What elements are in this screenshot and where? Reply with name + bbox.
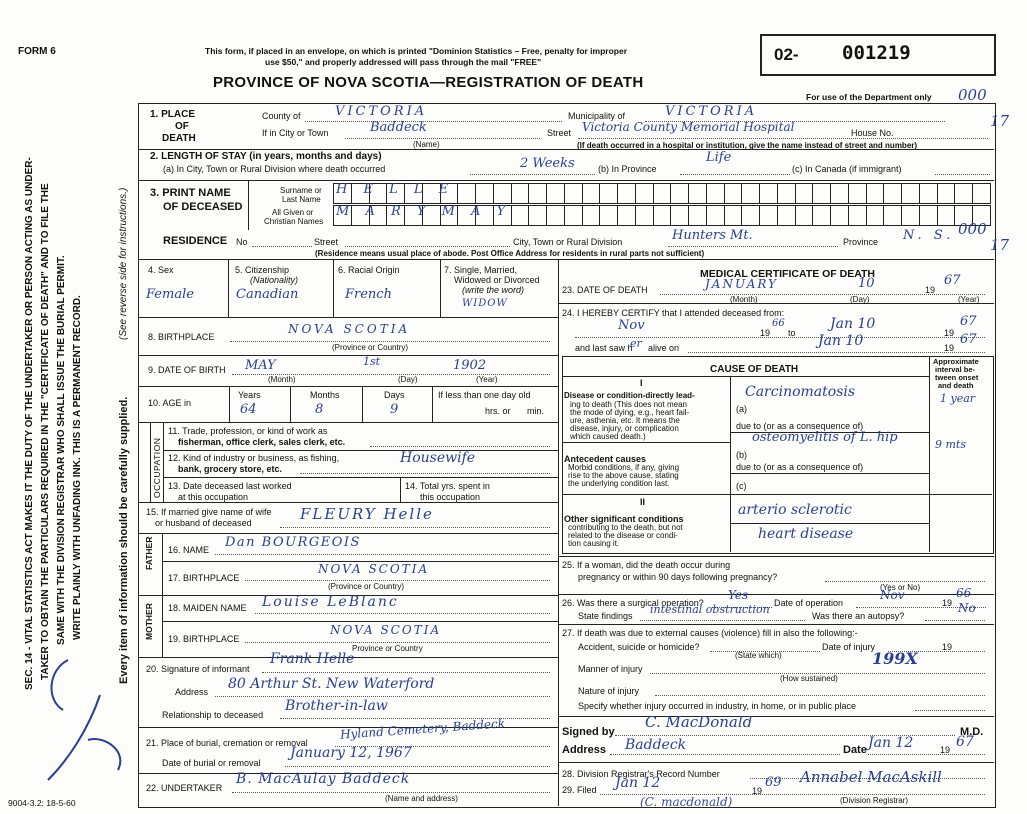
cert-address-value: Baddeck <box>625 737 687 753</box>
every-item-note: Every item of information should be carefully supplied. <box>118 396 130 684</box>
undertaker-label: 22. UNDERTAKER <box>146 783 223 793</box>
medical-title: MEDICAL CERTIFICATE OF DEATH <box>700 268 875 280</box>
filed-year-value: 69 <box>765 775 782 790</box>
see-reverse-note: (See reverse side for instructions.) <box>118 187 129 340</box>
occupation-side-label: OCCUPATION <box>152 437 162 498</box>
death-day-caption: (Day) <box>850 295 870 304</box>
given-label-2: Christian Names <box>264 217 324 226</box>
dob-month: MAY <box>245 358 276 373</box>
cause-b-label: (b) <box>736 450 747 460</box>
antecedent-line-3: rise to the above cause, stating <box>568 471 679 480</box>
last-saw-label: and last saw h <box>575 343 633 353</box>
record-number-label: 28. Division Registrar's Record Number <box>562 769 720 779</box>
residence-province-value: N. S. <box>903 228 955 243</box>
disease-line-5: disease, injury, or complication <box>570 424 679 433</box>
mother-birthplace-caption: Province or Country <box>352 644 423 653</box>
cert-address-label: Address <box>562 744 607 756</box>
registrar-caption: (Division Registrar) <box>840 796 909 805</box>
city-name-caption: (Name) <box>413 140 440 149</box>
q25-caption: (Yes or No) <box>880 583 921 592</box>
form-title: PROVINCE OF NOVA SCOTIA—REGISTRATION OF DEATH <box>213 74 644 91</box>
op-year-prefix: 19 <box>942 598 953 608</box>
q13-line-1: 13. Date deceased last worked <box>168 481 292 491</box>
other-a-value: arterio sclerotic <box>738 502 852 518</box>
citizenship-value: Canadian <box>236 287 299 302</box>
stay-a-label: (a) In City, Town or Rural Division where death occurred <box>163 164 386 174</box>
spouse-label-2: or husband of deceased <box>155 518 252 528</box>
roman-ii: II <box>640 497 646 507</box>
cause-c-label: (c) <box>736 481 747 491</box>
from-year-prefix: 19 <box>760 328 771 338</box>
mother-name-value: Louise LeBlanc <box>262 594 399 610</box>
department-use-label: For use of the Department only <box>806 92 932 102</box>
q26-label: 26. Was there a surgical operation? <box>562 598 704 608</box>
accident-label: Accident, suicide or homicide? <box>578 642 700 652</box>
mother-birthplace-label: 19. BIRTHPLACE <box>168 634 240 644</box>
q26-value: Yes <box>728 588 749 602</box>
registration-prefix: 02- <box>774 45 799 64</box>
informant-rel-label: Relationship to deceased <box>162 710 264 720</box>
signed-by-value: C. MacDonald <box>645 713 753 731</box>
q11-line-2: fisherman, office clerk, sales clerk, etc. <box>178 437 346 447</box>
given-label-1: All Given or <box>272 208 314 217</box>
manner-code: 199X <box>872 649 918 668</box>
q12-line-2: bank, grocery store, etc. <box>178 464 283 474</box>
q13-line-2: at this occupation <box>178 492 249 502</box>
cert-year-value: 67 <box>956 734 974 750</box>
father-birthplace-label: 17. BIRTHPLACE <box>168 573 240 583</box>
place-label-3: DEATH <box>162 133 196 144</box>
last-saw-date: Jan 10 <box>818 333 864 349</box>
registration-number-box <box>760 34 996 76</box>
q12-value: Housewife <box>400 450 476 466</box>
surname-value: H E L L E <box>336 182 455 197</box>
last-saw-pronoun: er <box>630 337 642 350</box>
residence-note: (Residence means usual place of abode. Post Office Address for residents in rural parts not sufficient) <box>315 249 705 258</box>
residence-code-2: 17 <box>990 236 1010 254</box>
margin-scribble <box>28 640 148 800</box>
mail-notice-1: This form, if placed in an envelope, on which is printed "Dominion Statistics – Free, penalty for improper <box>205 46 628 56</box>
residence-province-label: Province <box>843 237 879 247</box>
dob-day-caption: (Day) <box>398 375 418 384</box>
op-year-value: 66 <box>956 586 972 600</box>
informant-sig-label: 20. Signature of informant <box>146 664 250 674</box>
given-value: M A R Y M A Y <box>336 204 512 219</box>
antecedent-line-2: Morbid conditions, if any, giving <box>568 463 680 472</box>
to-label: to <box>788 328 796 338</box>
injury-date-label: Date of injury <box>822 642 876 652</box>
attended-from-month: Nov <box>618 318 645 333</box>
signed-by-label: Signed by <box>562 726 615 738</box>
stay-b-label: (b) In Province <box>598 164 657 174</box>
q12-line-1: 12. Kind of industry or business, as fishing, <box>168 453 340 463</box>
registrar-signature: Annabel MacAskill <box>800 768 942 786</box>
autopsy-value: No <box>958 601 976 615</box>
age-label: 10. AGE in <box>148 398 192 408</box>
cause-title: CAUSE OF DEATH <box>710 364 799 375</box>
municipality-label: Municipality of <box>568 111 626 121</box>
residence-street-label: Street <box>314 237 339 247</box>
years-value: 64 <box>240 402 257 417</box>
place-label-2: OF <box>175 121 189 132</box>
alive-on-label: alive on <box>648 343 680 353</box>
street-value: Victoria County Memorial Hospital <box>582 120 795 134</box>
q11-line-1: 11. Trade, profession, or kind of work as <box>168 426 328 436</box>
filed-value: Jan 12 <box>615 775 661 791</box>
county-label: County of <box>262 111 301 121</box>
sex-value: Female <box>146 287 194 302</box>
hospital-note: (If death occurred in a hospital or institution, give the name instead of street and number) <box>577 141 918 150</box>
registration-number: 001219 <box>842 42 911 64</box>
dob-year: 1902 <box>453 358 487 373</box>
dob-month-caption: (Month) <box>268 375 296 384</box>
findings-label: State findings <box>578 611 633 621</box>
filed-year-prefix: 19 <box>752 786 763 796</box>
undertaker-value: B. MacAulay Baddeck <box>236 771 411 787</box>
specify-label: Specify whether injury occurred in industry, in home, or in public place <box>578 701 856 711</box>
death-year-prefix: 19 <box>925 285 936 295</box>
last-year-prefix: 19 <box>944 343 955 353</box>
dob-year-caption: (Year) <box>476 375 498 384</box>
footer-code: 9004-3.2: 18-5-60 <box>8 798 76 808</box>
residence-code-1: 000 <box>958 220 987 238</box>
citizenship-label: 5. Citizenship <box>235 265 290 275</box>
months-label: Months <box>310 390 340 400</box>
other-line-2: contributing to the death, but not <box>568 523 683 532</box>
county-value: VICTORIA <box>335 104 428 119</box>
spouse-value: FLEURY Helle <box>300 505 434 523</box>
marital-label-1: 7. Single, Married, <box>444 265 518 275</box>
informant-sig-value: Frank Helle <box>270 651 355 667</box>
injury-year-prefix: 19 <box>942 642 953 652</box>
approx-1: Approximate <box>933 357 979 366</box>
q14-line-1: 14. Total yrs. spent in <box>405 481 490 491</box>
to-year-prefix: 19 <box>944 328 955 338</box>
hrs-label: hrs. or <box>485 406 511 416</box>
mother-birthplace-value: NOVA SCOTIA <box>330 623 442 637</box>
state-which-caption: (State which) <box>735 651 782 660</box>
cert-date-value: Jan 12 <box>868 735 914 751</box>
q27-label: 27. If death was due to external causes (violence) fill in also the following:- <box>562 628 858 638</box>
mother-side-label: MOTHER <box>144 603 154 640</box>
days-value: 9 <box>390 402 399 417</box>
mother-name-label: 18. MAIDEN NAME <box>168 603 247 613</box>
residence-label: RESIDENCE <box>163 235 228 247</box>
sex-label: 4. Sex <box>148 265 174 275</box>
informant-address-value: 80 Arthur St. New Waterford <box>228 676 435 692</box>
name-label-2: OF DECEASED <box>163 201 243 213</box>
mail-notice-2: use $50," and properly addressed will pass through the mail "FREE" <box>265 57 542 67</box>
other-line-3: related to the disease or condi- <box>568 531 678 540</box>
md-label: M.D. <box>960 726 984 738</box>
statute-line-4: WRITE PLAINLY WITH UNFADING INK. THIS IS A PERMANENT RECORD. <box>72 295 83 640</box>
statute-line-1: SEC. 14 - VITAL STATISTICS ACT MAKES IT THE DUTY OF THE UNDERTAKER OR PERSON ACTING AS UNDER- <box>24 157 35 690</box>
q14-line-2: this occupation <box>420 492 481 502</box>
stay-label: 2. LENGTH OF STAY (in years, months and days) <box>150 151 382 162</box>
months-value: 8 <box>315 402 324 417</box>
due-to-1: due to (or as a consequence of) <box>736 421 864 431</box>
cert-year-prefix: 19 <box>940 745 951 755</box>
interval-a-value: 1 year <box>940 392 976 405</box>
informant-rel-value: Brother-in-law <box>285 698 388 714</box>
certify-label: 24. I HEREBY CERTIFY that I attended deceased from: <box>562 308 785 318</box>
house-label: House No. <box>851 128 894 138</box>
marital-label-2: Widowed or Divorced <box>454 275 540 285</box>
spouse-label-1: 15. If married give name of wife <box>146 507 272 517</box>
approx-2: interval be- <box>935 365 976 374</box>
residence-city-value: Hunters Mt. <box>672 228 753 243</box>
surname-label-1: Surname or <box>280 186 322 195</box>
stay-b-value: Life <box>706 150 732 165</box>
place-label-1: 1. PLACE <box>150 109 196 120</box>
findings-value: intestinal obstruction <box>650 603 770 616</box>
father-name-label: 16. NAME <box>168 545 210 555</box>
death-day: 10 <box>858 276 875 291</box>
years-label: Years <box>238 390 261 400</box>
cause-a-label: (a) <box>736 404 747 414</box>
residence-no-label: No <box>236 237 248 247</box>
marital-value: WIDOW <box>462 298 508 309</box>
marital-label-3: (write the word) <box>462 285 525 295</box>
burial-place-value: Hyland Cemetery, Baddeck <box>339 716 506 742</box>
department-code-1: 000 <box>958 86 987 104</box>
min-label: min. <box>527 406 545 416</box>
racial-value: French <box>345 287 392 302</box>
stay-c-label: (c) In Canada (if immigrant) <box>792 164 902 174</box>
statute-line-2: TAKER TO OBTAIN THE PARTICULARS REQUIRED IN THE "CERTIFICATE OF DEATH" AND TO FILE THE <box>40 183 51 680</box>
disease-line-6: which caused death.) <box>570 432 646 441</box>
burial-date-label: Date of burial or removal <box>162 758 261 768</box>
birthplace-label: 8. BIRTHPLACE <box>148 332 215 342</box>
department-code-2: 17 <box>990 112 1010 130</box>
disease-line-4: ure, asthenia, etc. It means the <box>570 416 680 425</box>
dob-day: 1st <box>363 355 381 368</box>
disease-line-3: the mode of dying, e.g., heart fail- <box>570 408 690 417</box>
other-line-4: tion causing it. <box>568 539 620 548</box>
death-month-caption: (Month) <box>730 295 758 304</box>
statute-line-3: SAME WITH THE DIVISION REGISTRAR WHO SHALL ISSUE THE BURIAL PERMIT. <box>56 255 67 645</box>
cert-date-label: Date <box>843 744 867 756</box>
dob-label: 9. DATE OF BIRTH <box>148 365 226 375</box>
autopsy-label: Was there an autopsy? <box>812 611 905 621</box>
racial-label: 6. Racial Origin <box>338 265 400 275</box>
father-name-value: Dan BOURGEOIS <box>225 535 361 550</box>
other-line-1: Other significant conditions <box>564 514 684 524</box>
street-label: Street <box>547 128 572 138</box>
last-saw-year: 67 <box>960 332 977 347</box>
burial-place-label: 21. Place of burial, cremation or removal <box>146 738 308 748</box>
manner-label: Manner of injury <box>578 664 643 674</box>
attended-to-year: 67 <box>960 314 977 329</box>
father-birthplace-caption: (Province or Country) <box>328 582 405 591</box>
cause-a-value: Carcinomatosis <box>745 384 856 400</box>
undertaker-caption: (Name and address) <box>385 794 458 803</box>
residence-city-label: City, Town or Rural Division <box>513 237 623 247</box>
interval-b-value: 9 mts <box>935 438 966 451</box>
death-date-label: 23. DATE OF DEATH <box>562 285 648 295</box>
q25-line-2: pregnancy or within 90 days following pregnancy? <box>578 572 778 582</box>
disease-line-2: ing to death (This does not mean <box>570 400 687 409</box>
other-b-value: heart disease <box>758 526 854 542</box>
disease-line-1: Disease or condition-directly lead- <box>564 391 695 400</box>
approx-4: and death <box>938 381 974 390</box>
how-caption: (How sustained) <box>780 674 838 683</box>
attended-from-year: 66 <box>772 318 785 329</box>
less-day-label: If less than one day old <box>438 390 531 400</box>
father-birthplace-value: NOVA SCOTIA <box>318 562 430 576</box>
death-month: JANUARY <box>705 277 778 291</box>
form-number: FORM 6 <box>18 46 56 57</box>
antecedent-line-1: Antecedent causes <box>564 454 647 464</box>
informant-address-label: Address <box>175 687 209 697</box>
doctor-note: (C. macdonald) <box>640 795 733 809</box>
municipality-value: VICTORIA <box>665 104 758 119</box>
op-date-value: Nov <box>880 588 905 602</box>
city-label: If in City or Town <box>262 128 329 138</box>
birthplace-caption: (Province or Country) <box>332 343 409 352</box>
name-label-1: 3. PRINT NAME <box>150 187 231 199</box>
op-date-label: Date of operation <box>774 598 844 608</box>
death-year-caption: (Year) <box>958 295 980 304</box>
due-to-2: due to (or as a consequence of) <box>736 462 864 472</box>
father-side-label: FATHER <box>144 536 154 570</box>
attended-to-date: Jan 10 <box>830 316 876 332</box>
death-year: 67 <box>944 273 961 288</box>
stay-a-value: 2 Weeks <box>520 156 575 171</box>
q25-line-1: 25. If a woman, did the death occur during <box>562 560 731 570</box>
roman-i: I <box>640 378 643 388</box>
birthplace-value: NOVA SCOTIA <box>288 322 411 336</box>
burial-date-value: January 12, 1967 <box>290 745 412 761</box>
approx-3: tween onset <box>935 373 979 382</box>
antecedent-line-4: the underlying condition last. <box>568 479 670 488</box>
surname-label-2: Last Name <box>282 195 321 204</box>
cause-b-value: osteomyelitis of L. hip <box>752 430 898 445</box>
citizenship-sub: (Nationality) <box>250 275 299 285</box>
filed-label: 29. Filed <box>562 785 597 795</box>
days-label: Days <box>384 390 405 400</box>
nature-label: Nature of injury <box>578 686 640 696</box>
city-value: Baddeck <box>370 120 427 135</box>
